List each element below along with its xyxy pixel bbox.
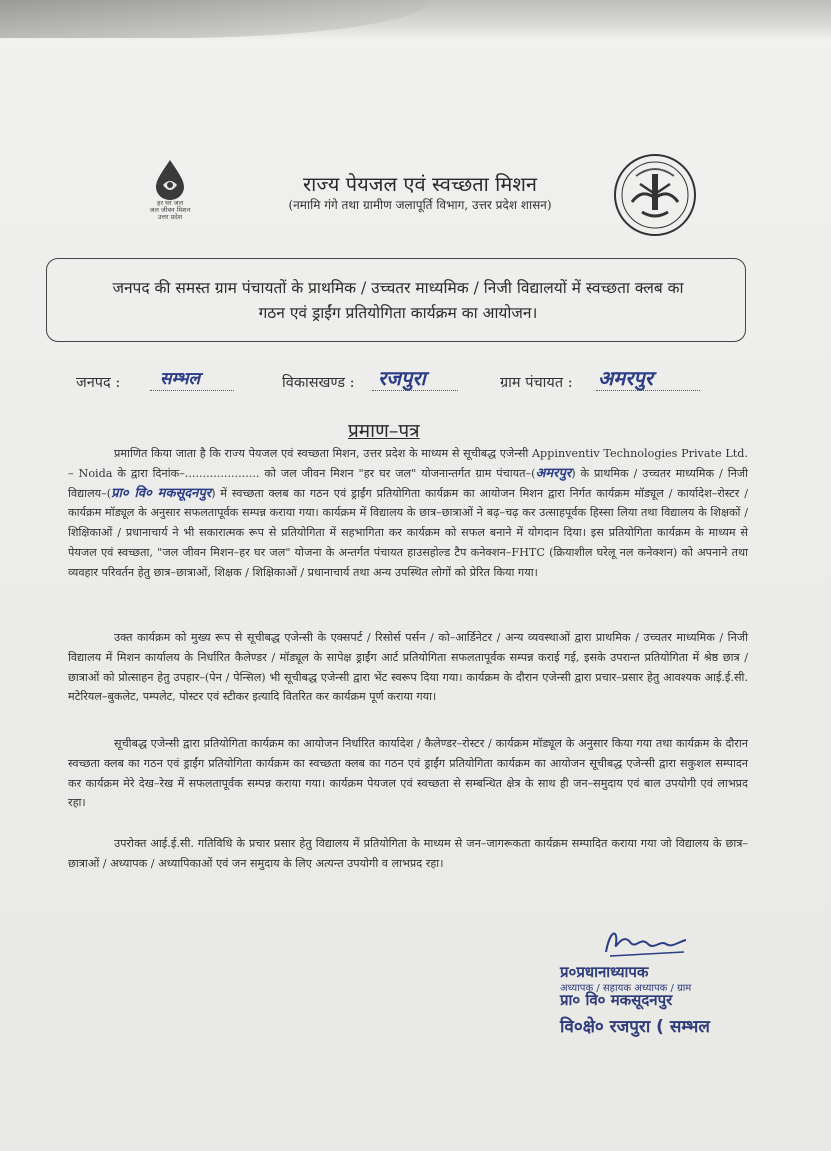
p1b-text: ) के प्राथमिक / उच्चतर माध्यमिक / निजी विद्यालय–( — [68, 466, 748, 500]
district-value: सम्भल — [160, 369, 201, 389]
stamp-line-1: प्र०प्रधानाध्यापक — [560, 963, 649, 981]
gram-panchayat-label: ग्राम पंचायत : — [500, 375, 573, 391]
paragraph-2: उक्त कार्यक्रम को मुख्य रूप से सूचीबद्ध एजेन्सी के एक्सपर्ट / रिसोर्स पर्सन / को–आर्डिनेटर / अन्य व्यवस्थाओं द्वारा प्राथमिक / उच्चतर माध्यमिक / निजी विद्यालय में मिशन कार्यालय के निर्धारित कैलेण्डर / मॉड्यूल के सापेक्ष ड्राईंग आर्ट प्रतियोगिता सफलतापूर्वक सम्पन्न कराई गई, इसके उपरान्त प्रतियोगिता में श्रेष्ठ छात्र / छात्राओं को प्रोत्साहन हेतु उपहार–(पेन / पेन्सिल) भी सूचीबद्ध एजेन्सी द्वारा भेंट स्वरूप दिया गया। कार्यक्रम के दौरान एजेन्सी द्वारा प्रचार–प्रसार हेतु आवश्यक आई.ई.सी. मटेरियल–बुकलेट, पम्पलेट, पोस्टर एवं स्टीकर इत्यादि वितरित कर कार्यक्रम पूर्ण कराया गया। — [68, 631, 748, 704]
stamp-line-3: प्रा० वि० मकसूदनपुर — [560, 991, 673, 1009]
logo-caption-3: उत्तर प्रदेश — [157, 213, 183, 221]
logo-caption-1: हर घर जल — [157, 199, 183, 207]
school-stamp — [560, 962, 760, 1037]
block-label: विकासखण्ड : — [282, 375, 355, 391]
har-ghar-jal-logo — [138, 158, 202, 238]
up-state-emblem-icon — [612, 152, 698, 238]
p1-gram-handwritten: अमरपुर — [535, 465, 572, 481]
p1-school-handwritten: प्रा० वि० मकसूदनपुर — [111, 485, 212, 501]
paragraph-4: उपरोक्त आई.ई.सी. गतिविधि के प्रचार प्रसार हेतु विद्यालय में प्रतियोगिता के माध्यम से जन–जागरूकता कार्यक्रम सम्पादित कराया गया जो विद्यालय के छात्र–छात्राओं / अध्यापक / अध्यापिकाओं एवं जन समुदाय के लिए अत्यन्त उपयोगी व लाभप्रद रहा। — [68, 837, 748, 870]
paragraph-1 — [68, 444, 748, 583]
stamp-line-4: वि०क्षे० रजपुरा ( सम्भल — [560, 1017, 710, 1037]
topic-text — [60, 276, 736, 326]
gram-value: अमरपुर — [598, 366, 653, 390]
p1c-text: ) में स्वच्छता क्लब का गठन एवं ड्राईंग प्रतियोगिता कार्यक्रम का आयोजन मिशन द्वारा निर्गत कार्यक्रम मॉड्यूल / कार्यादेश–रोस्टर / कार्यक्रम मॉड्यूल के अनुसार सफलतापूर्वक सम्पन्न कराया गया। कार्यक्रम में विद्यालय के छात्र–छात्राओं ने बढ़–चढ़ कर उत्साहपूर्वक हिस्सा लिया तथा विद्यालय के शिक्षकों / शिक्षिकाओं / प्रधानाचार्य ने भी सकारात्मक रूप से प्रतियोगिता में सहभागिता कर कार्यक्रम को सफल बनाने में योगदान दिया। इस प्रतियोगिता कार्यक्रम के माध्यम से पेयजल एवं स्वच्छता, "जल जीवन मिशन–हर घर जल" योजना के अन्तर्गत पंचायत हाउसहोल्ड टैप कनेक्शन–FHTC (क्रियाशील घरेलू नल कनेक्शन) को अपनाने तथा व्यवहार परिवर्तन हेतु छात्र–छात्राओं, शिक्षक / शिक्षिकाओं / प्रधानाचार्य तथा अन्य उपस्थित लोगों को प्रेरित किया गया। — [68, 486, 749, 579]
district-dots — [150, 390, 234, 391]
topic-line-2: गठन एवं ड्राईंग प्रतियोगिता कार्यक्रम का आयोजन। — [258, 304, 538, 322]
p1-text: प्रमाणित किया जाता है कि राज्य पेयजल एवं स्वच्छता मिशन, उत्तर प्रदेश के माध्यम से सूचीबद्ध एजेन्सी Appinventiv Technologies Private Ltd. – Noida के द्वारा दिनांक–..................... को जल जीवन मिशन "हर घर जल" योजनान्तर्गत ग्राम पंचायत–( — [68, 447, 748, 480]
topic-line-1: जनपद की समस्त ग्राम पंचायतों के प्राथमिक / उच्चतर माध्यमिक / निजी विद्यालयों में स्वच्छता क्लब का — [112, 279, 684, 297]
water-drop-icon — [153, 158, 187, 200]
paragraph-3: सूचीबद्ध एजेन्सी द्वारा प्रतियोगिता कार्यक्रम का आयोजन निर्धारित कार्यादेश / कैलेण्डर–रोस्टर / कार्यक्रम मॉड्यूल के अनुसार किया गया तथा कार्यक्रम के दौरान स्वच्छता क्लब का गठन एवं ड्राईंग प्रतियोगिता कार्यक्रम का स्वच्छता क्लब का गठन एवं ड्राईंग प्रतियोगिता कार्यक्रम का आयोजन सूचीबद्ध एजेन्सी द्वारा सकुशल सम्पादन कर कार्यक्रम मेरे देख–रेख में सफलतापूर्वक सम्पन्न कराया गया। कार्यक्रम पेयजल एवं स्वच्छता से सम्बन्धित क्षेत्र के साथ ही जन–समुदाय एवं बाल उपयोगी एवं लाभप्रद रहा। — [68, 737, 748, 810]
logo-caption-2: जल जीवन मिशन — [149, 206, 191, 214]
mission-title: राज्य पेयजल एवं स्वच्छता मिशन — [302, 172, 538, 196]
certificate-title: प्रमाण–पत्र — [348, 420, 420, 442]
stamp-line-2: अध्यापक / सहायक अध्यापक / ग्राम — [560, 983, 692, 994]
mission-subtitle: (नमामि गंगे तथा ग्रामीण जलापूर्ति विभाग, उत्तर प्रदेश शासन) — [288, 198, 552, 212]
handwritten-signature — [600, 922, 690, 966]
district-label: जनपद : — [76, 375, 121, 391]
block-value: रजपुरा — [378, 366, 426, 390]
